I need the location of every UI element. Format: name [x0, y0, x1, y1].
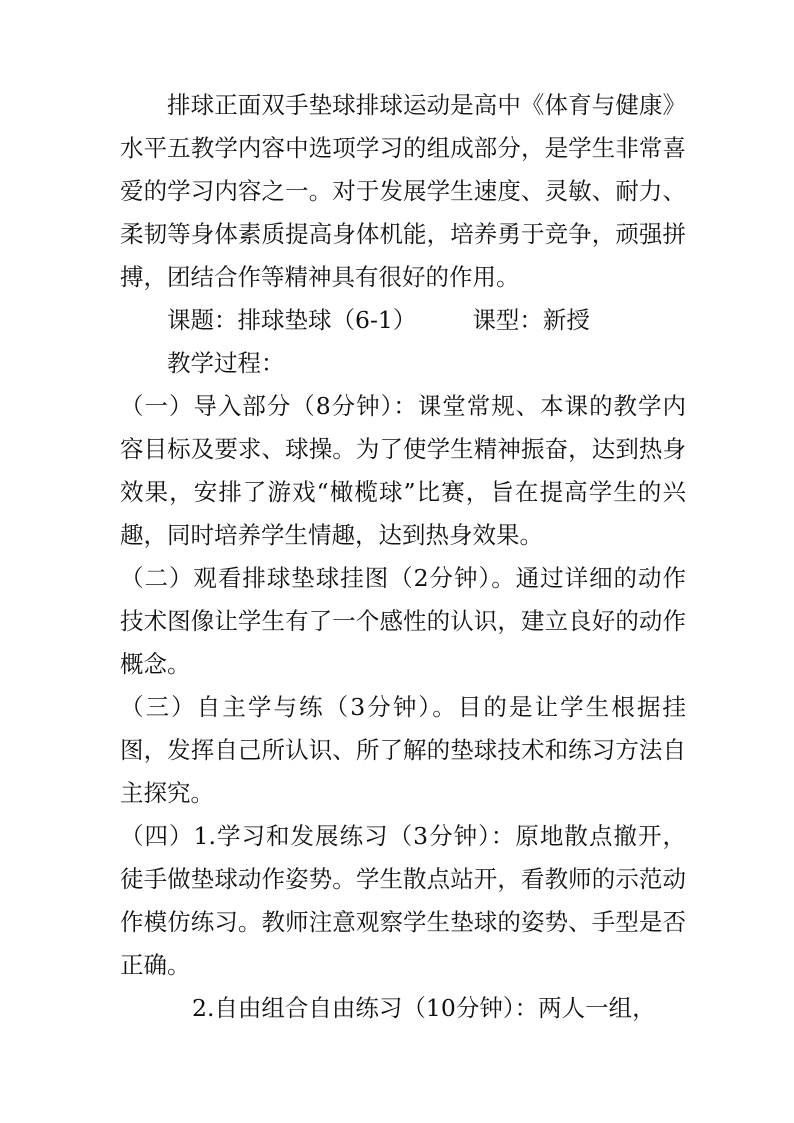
lesson-type: 课型：新授: [472, 306, 590, 334]
section-3-paragraph: （三）自主学与练（3分钟）。目的是让学生根据挂图，发挥自己所认识、所了解的垫球技术和练习方法自主探究。: [120, 693, 686, 807]
process-heading: 教学过程：: [167, 349, 285, 377]
section-2-paragraph: （二）观看排球垫球挂图（2分钟）。通过详细的动作技术图像让学生有了一个感性的认识，建立良好的动作概念。: [120, 564, 686, 678]
section-4-paragraph: （四）1.学习和发展练习（3分钟）：原地散点撤开，徒手做垫球动作姿势。学生散点站开，看教师的示范动作模仿练习。教师注意观察学生垫球的姿势、手型是否正确。: [120, 822, 686, 979]
section-1-paragraph: （一）导入部分（8分钟）：课堂常规、本课的教学内容目标及要求、球操。为了使学生精神振奋，达到热身效果，安排了游戏“橄榄球”比赛，旨在提高学生的兴趣，同时培养学生情趣，达到热身效果。: [120, 392, 686, 549]
section-4-item-2-paragraph: 2.自由组合自由练习（10分钟）：两人一组，: [192, 994, 656, 1022]
intro-paragraph: 排球正面双手垫球排球运动是高中《体育与健康》水平五教学内容中选项学习的组成部分，是学生非常喜爱的学习内容之一。对于发展学生速度、灵敏、耐力、柔韧等身体素质提高身体机能，培养勇于竞争，顽强拼搏，团结合作等精神具有很好的作用。: [120, 91, 686, 291]
lesson-info-line: [120, 299, 686, 342]
lesson-title: 课题：排球垫球（6-1）: [167, 306, 417, 334]
